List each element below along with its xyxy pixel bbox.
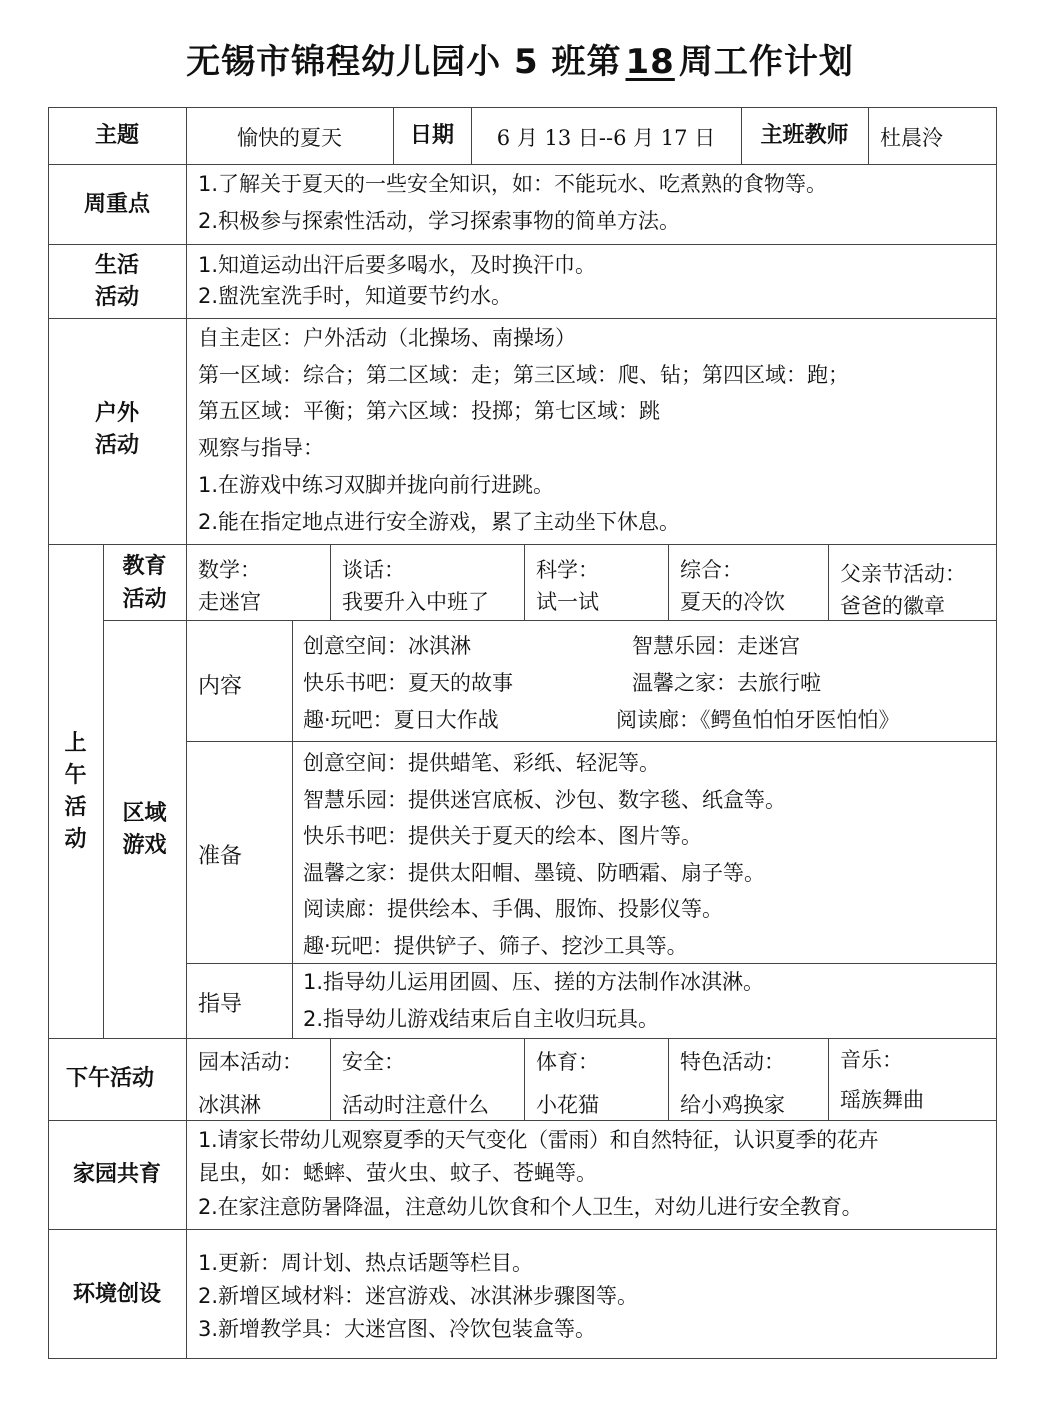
- column-divider: [330, 1038, 331, 1120]
- theme-label: 主题: [94, 123, 139, 148]
- edu-topic: 夏天的冷饮: [680, 590, 785, 614]
- preparation-line: 趣·玩吧：提供铲子、筛子、挖沙工具等。: [303, 934, 688, 958]
- row-divider: [48, 164, 997, 165]
- environment-line: 2.新增区域材料：迷宫游戏、冰淇淋步骤图等。: [198, 1284, 639, 1308]
- theme-value: 愉快的夏天: [237, 126, 342, 150]
- edu-subject: 科学：: [536, 558, 599, 582]
- row-divider: [48, 1038, 997, 1039]
- preparation-line: 快乐书吧：提供关于夏天的绘本、图片等。: [303, 824, 702, 848]
- title-prefix: 无锡市锦程幼儿园小 5 班第: [186, 42, 622, 82]
- afternoon-subject: 音乐：: [840, 1048, 903, 1072]
- outdoor-line: 1.在游戏中练习双脚并拢向前行进跳。: [198, 473, 555, 497]
- edu-topic: 爸爸的徽章: [840, 594, 945, 618]
- morning-label-char: 活: [64, 795, 87, 820]
- environment-line: 3.新增教学具：大迷宫图、冷饮包装盒等。: [198, 1317, 597, 1341]
- home-line: 昆虫，如：蟋蟀、萤火虫、蚊子、苍蝇等。: [198, 1161, 597, 1185]
- column-divider: [668, 1038, 669, 1120]
- weekly-focus-item: 2.积极参与探索性活动，学习探索事物的简单方法。: [198, 209, 681, 233]
- life-label-2: 活动: [94, 285, 139, 310]
- afternoon-topic: 瑶族舞曲: [840, 1088, 924, 1112]
- content-left: 快乐书吧：夏天的故事: [303, 671, 513, 695]
- content-right: 阅读廊：《鳄鱼怕怕牙医怕怕》: [616, 708, 900, 732]
- afternoon-subject: 园本活动：: [198, 1050, 303, 1074]
- guidance-label: 指导: [198, 992, 243, 1017]
- edu-subject: 谈话：: [342, 558, 405, 582]
- afternoon-subject: 安全：: [342, 1050, 405, 1074]
- guidance-line: 2.指导幼儿游戏结束后自主收归玩具。: [303, 1007, 660, 1031]
- content-label: 内容: [198, 674, 243, 699]
- afternoon-label: 下午活动: [65, 1066, 154, 1091]
- edu-topic: 走迷宫: [198, 590, 261, 614]
- date-value: 6 月 13 日--6 月 17 日: [496, 126, 716, 150]
- column-divider: [330, 544, 331, 620]
- environment-label: 环境创设: [72, 1282, 161, 1307]
- row-divider: [48, 318, 997, 319]
- morning-label-char: 上: [64, 731, 87, 756]
- environment-line: 1.更新：周计划、热点话题等栏目。: [198, 1251, 534, 1275]
- edu-topic: 试一试: [536, 590, 599, 614]
- outdoor-line: 观察与指导：: [198, 436, 324, 460]
- preparation-label: 准备: [198, 844, 243, 869]
- column-divider: [524, 1038, 525, 1120]
- page-title: [0, 34, 1040, 83]
- edu-subject: 数学：: [198, 558, 261, 582]
- outdoor-line: 2.能在指定地点进行安全游戏，累了主动坐下休息。: [198, 510, 681, 534]
- area-games-label-1: 区域: [122, 801, 167, 826]
- life-label-1: 生活: [94, 253, 139, 278]
- morning-label-char: 午: [64, 763, 87, 788]
- column-divider: [828, 544, 829, 620]
- title-suffix: 周工作计划: [678, 42, 854, 82]
- area-games-label-2: 游戏: [122, 833, 167, 858]
- life-item: 2.盥洗室洗手时，知道要节约水。: [198, 284, 513, 308]
- date-label: 日期: [409, 123, 454, 148]
- outdoor-line: 自主走区：户外活动（北操场、南操场）: [198, 326, 576, 350]
- afternoon-topic: 小花猫: [536, 1093, 599, 1117]
- column-divider: [668, 544, 669, 620]
- life-item: 1.知道运动出汗后要多喝水，及时换汗巾。: [198, 253, 597, 277]
- content-right: 温馨之家：去旅行啦: [632, 671, 821, 695]
- row-divider: [48, 1229, 997, 1230]
- row-divider: [48, 544, 997, 545]
- column-divider: [524, 544, 525, 620]
- afternoon-topic: 冰淇淋: [198, 1093, 261, 1117]
- row-divider: [48, 1120, 997, 1121]
- teacher-value: 杜晨泠: [880, 126, 943, 150]
- teacher-label: 主班教师: [760, 123, 849, 148]
- afternoon-topic: 给小鸡换家: [680, 1093, 785, 1117]
- row-divider: [48, 244, 997, 245]
- education-label-2: 活动: [122, 587, 167, 612]
- row-divider: [186, 741, 997, 742]
- content-left: 趣·玩吧：夏日大作战: [303, 708, 499, 732]
- outdoor-line: 第一区域：综合；第二区域：走；第三区域：爬、钻；第四区域：跑；: [198, 363, 849, 387]
- outdoor-line: 第五区域：平衡；第六区域：投掷；第七区域：跳: [198, 399, 660, 423]
- guidance-line: 1.指导幼儿运用团圆、压、搓的方法制作冰淇淋。: [303, 970, 765, 994]
- preparation-line: 智慧乐园：提供迷宫底板、沙包、数字毯、纸盒等。: [303, 788, 786, 812]
- outdoor-label-1: 户外: [94, 401, 139, 426]
- afternoon-subject: 特色活动：: [680, 1050, 785, 1074]
- column-divider: [186, 107, 187, 1359]
- edu-subject: 父亲节活动：: [840, 562, 966, 586]
- content-right: 智慧乐园：走迷宫: [632, 634, 800, 658]
- edu-subject: 综合：: [680, 558, 743, 582]
- outdoor-label-2: 活动: [94, 433, 139, 458]
- education-label-1: 教育: [122, 554, 167, 579]
- column-divider: [828, 1038, 829, 1120]
- column-divider: [103, 544, 104, 1038]
- home-label: 家园共育: [72, 1162, 161, 1187]
- afternoon-topic: 活动时注意什么: [342, 1093, 489, 1117]
- row-divider: [103, 620, 997, 621]
- home-line: 2.在家注意防暑降温，注意幼儿饮食和个人卫生，对幼儿进行安全教育。: [198, 1195, 863, 1219]
- morning-label-char: 动: [64, 827, 87, 852]
- column-divider: [292, 620, 293, 1038]
- afternoon-subject: 体育：: [536, 1050, 599, 1074]
- column-divider: [868, 107, 869, 164]
- edu-topic: 我要升入中班了: [342, 590, 489, 614]
- title-week: 18: [625, 42, 675, 82]
- preparation-line: 阅读廊：提供绘本、手偶、服饰、投影仪等。: [303, 897, 723, 921]
- home-line: 1.请家长带幼儿观察夏季的天气变化（雷雨）和自然特征，认识夏季的花卉: [198, 1128, 879, 1152]
- weekly-focus-label: 周重点: [83, 192, 150, 217]
- preparation-line: 创意空间：提供蜡笔、彩纸、轻泥等。: [303, 751, 660, 775]
- preparation-line: 温馨之家：提供太阳帽、墨镜、防晒霜、扇子等。: [303, 861, 765, 885]
- weekly-focus-item: 1.了解关于夏天的一些安全知识，如：不能玩水、吃煮熟的食物等。: [198, 172, 828, 196]
- content-left: 创意空间：冰淇淋: [303, 634, 471, 658]
